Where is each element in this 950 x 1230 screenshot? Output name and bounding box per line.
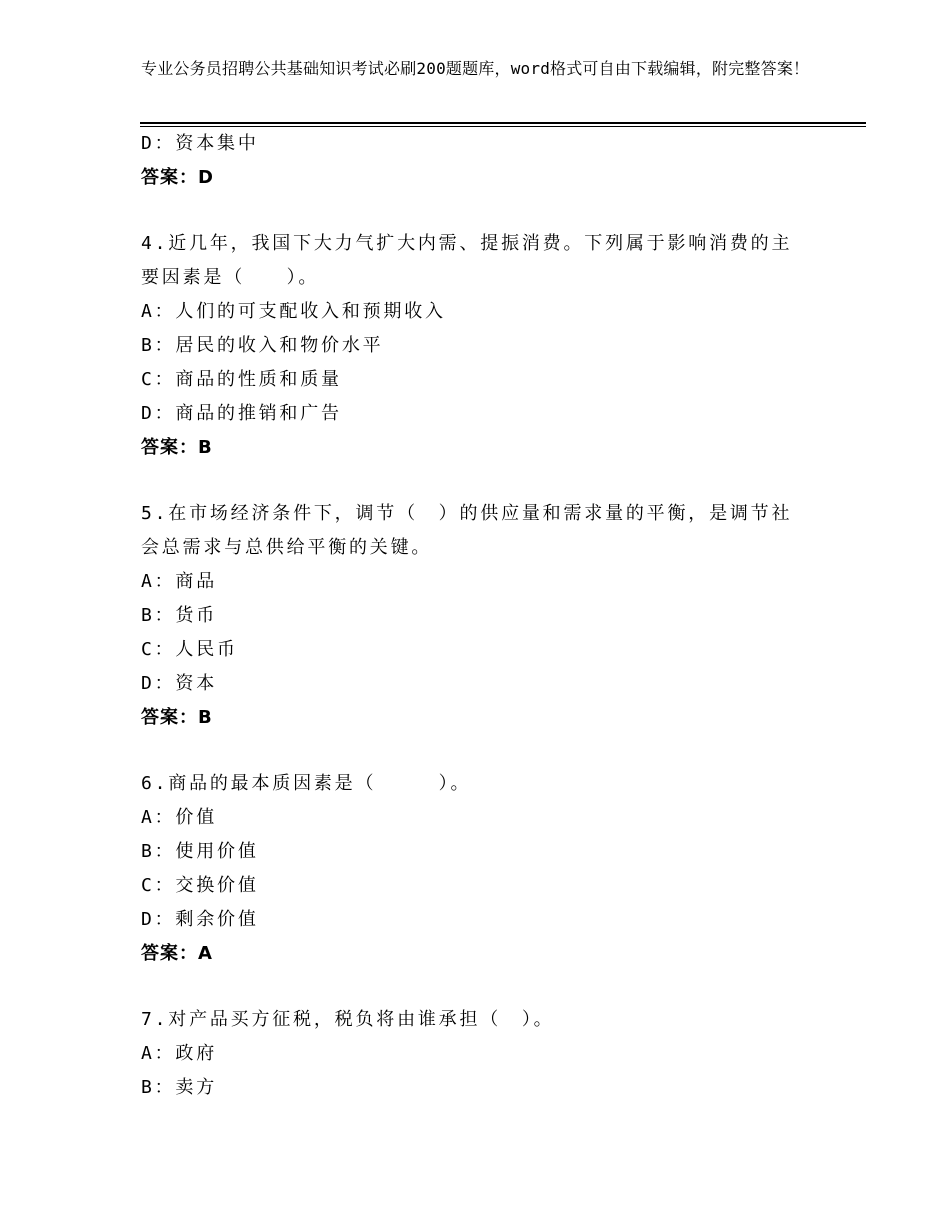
page-header: 专业公务员招聘公共基础知识考试必刷200题题库，word格式可自由下载编辑，附完整答案！ — [141, 59, 810, 78]
option-d: D：剩余价值 — [141, 909, 259, 930]
option-a: A：政府 — [141, 1043, 218, 1064]
option-b: B：使用价值 — [141, 841, 259, 862]
question-6 — [141, 767, 841, 971]
question-stem: 7.对产品买方征税，税负将由谁承担（ ）。 — [141, 1009, 555, 1030]
header-divider — [140, 122, 866, 124]
question-5 — [141, 497, 841, 735]
option-c: C：交换价值 — [141, 875, 259, 896]
question-4 — [141, 227, 841, 465]
option-a: A：价值 — [141, 807, 218, 828]
question-content — [141, 127, 841, 1105]
answer-line: 答案：B — [141, 707, 213, 728]
answer-line: 答案：B — [141, 437, 213, 458]
question-stem: 6.商品的最本质因素是（ ）。 — [141, 773, 472, 794]
question-stem: 5.在市场经济条件下，调节（ ）的供应量和需求量的平衡，是调节社会总需求与总供给平衡的关键。 — [141, 503, 793, 558]
answer-line: 答案：A — [141, 943, 213, 964]
question-7 — [141, 1003, 841, 1105]
option-d: D：资本 — [141, 673, 218, 694]
option-d: D：资本集中 — [141, 133, 259, 154]
option-b: B：卖方 — [141, 1077, 218, 1098]
option-c: C：商品的性质和质量 — [141, 369, 342, 390]
answer-line: 答案：D — [141, 167, 214, 188]
question-stem: 4.近几年，我国下大力气扩大内需、提振消费。下列属于影响消费的主要因素是（ ）。 — [141, 233, 793, 288]
option-b: B：居民的收入和物价水平 — [141, 335, 384, 356]
option-a: A：人们的可支配收入和预期收入 — [141, 301, 446, 322]
option-d: D：商品的推销和广告 — [141, 403, 342, 424]
option-b: B：货币 — [141, 605, 218, 626]
option-a: A：商品 — [141, 571, 218, 592]
option-c: C：人民币 — [141, 639, 238, 660]
